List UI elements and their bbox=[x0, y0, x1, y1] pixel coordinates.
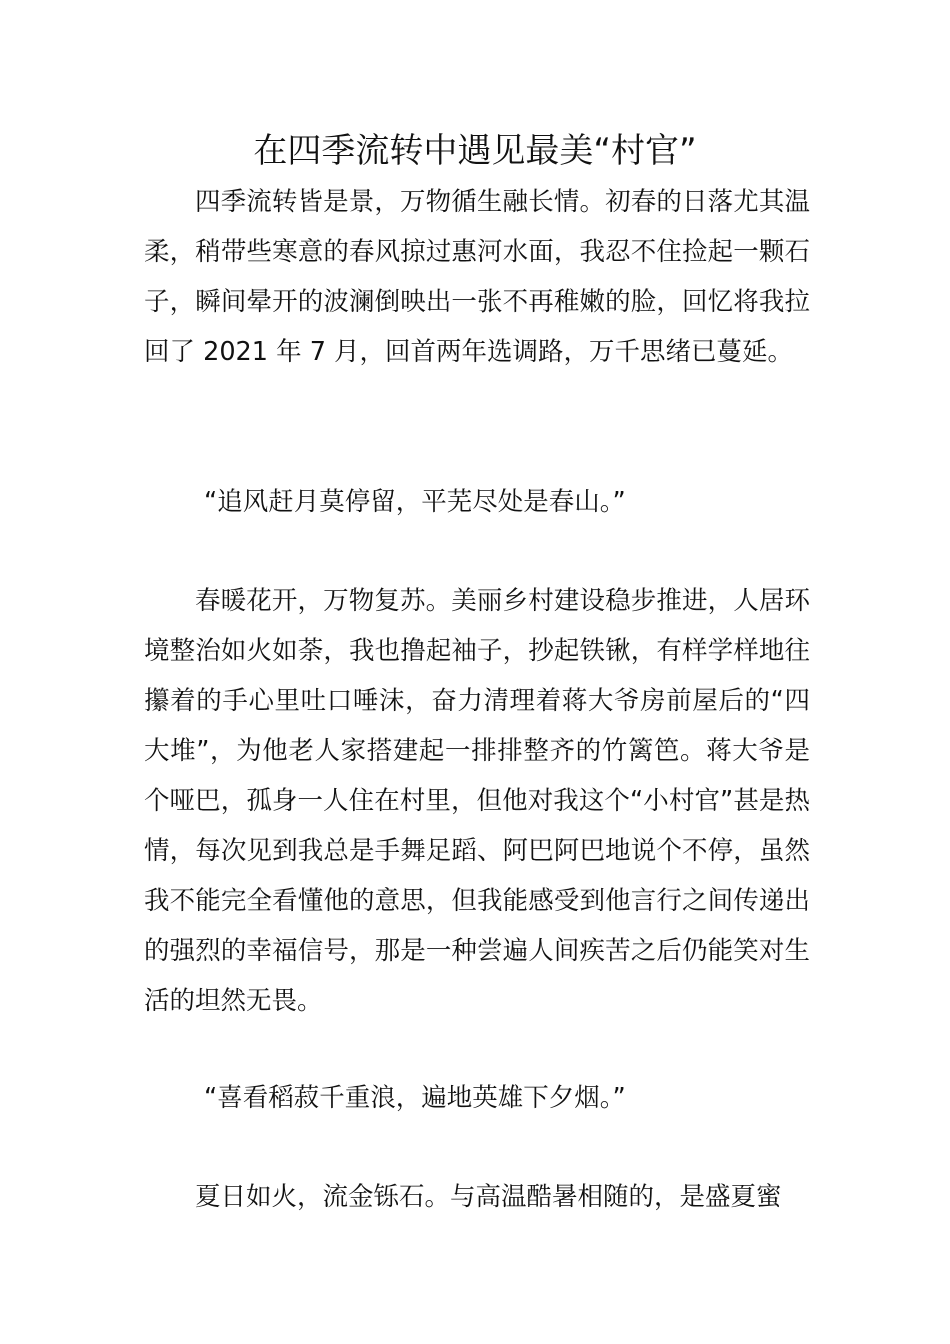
paragraph-spring: 春暖花开，万物复苏。美丽乡村建设稳步推进，人居环境整治如火如荼，我也撸起袖子，抄起铁锹，有样学样地往攥着的手心里吐口唾沫，奋力清理着蒋大爷房前屋后的“四大堆”，为他老人家搭建起一排排整齐的竹篱笆。蒋大爷是个哑巴，孤身一人住在村里，但他对我这个“小村官”甚是热情，每次见到我总是手舞足蹈、阿巴阿巴地说个不停，虽然我不能完全看懂他的意思，但我能感受到他言行之间传递出的强烈的幸福信号，那是一种尝遍人间疾苦之后仍能笑对生活的坦然无畏。 bbox=[144, 586, 810, 1016]
quote-summer: “喜看稻菽千重浪，遍地英雄下夕烟。” bbox=[204, 1083, 626, 1113]
document-title: 在四季流转中遇见最美“村官” bbox=[253, 131, 697, 171]
paragraph-intro: 四季流转皆是景，万物循生融长情。初春的日落尤其温柔，稍带些寒意的春风掠过惠河水面，我忍不住捡起一颗石子，瞬间晕开的波澜倒映出一张不再稚嫩的脸，回忆将我拉回了 2021 年 7 月，回首两年选调路，万千思绪已蔓延。 bbox=[144, 187, 810, 367]
paragraph-summer: 夏日如火，流金铄石。与高温酷暑相随的，是盛夏蜜 bbox=[195, 1182, 782, 1212]
quote-spring: “追风赶月莫停留，平芜尽处是春山。” bbox=[204, 487, 626, 517]
